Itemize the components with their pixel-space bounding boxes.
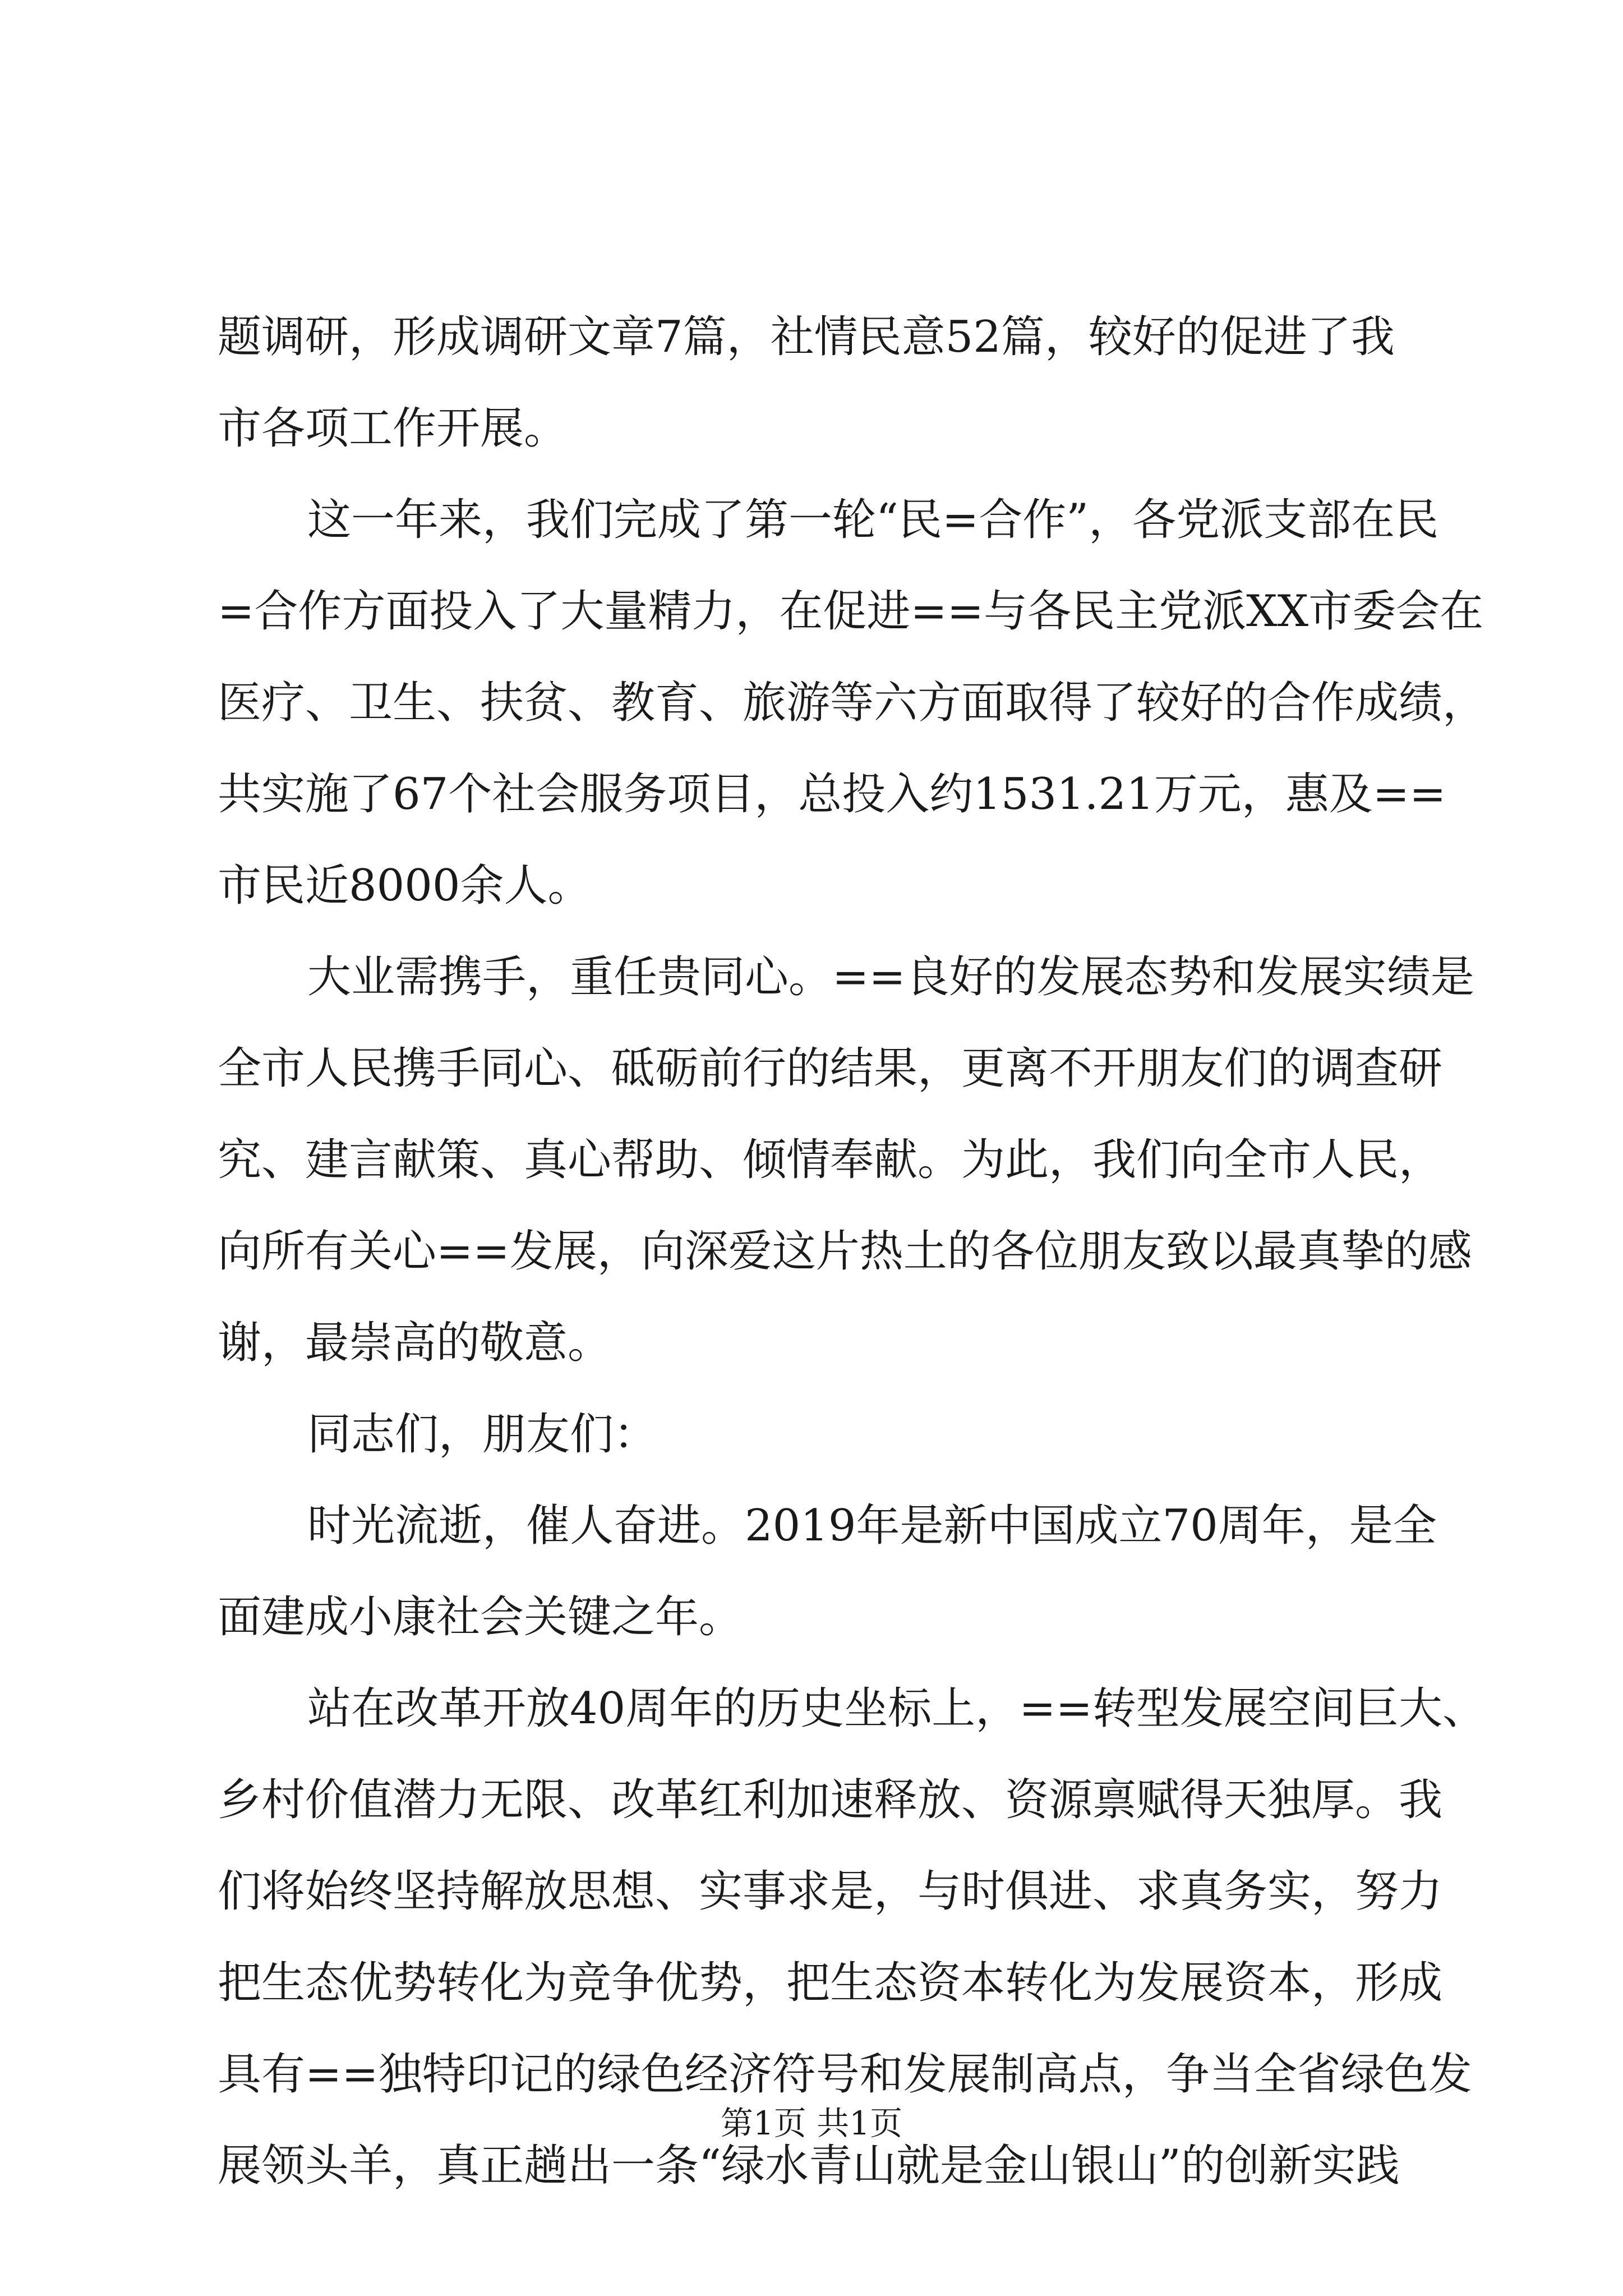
paragraph-first-line: 大业需携手，重任贵同心。==良好的发展态势和发展实绩是 <box>307 952 1474 1002</box>
text-line: 展领头羊，真正趟出一条“绿水青山就是金山银山”的创新实践 <box>218 2141 1400 2191</box>
text-line: 们将始终坚持解放思想、实事求是，与时俱进、求真务实，努力 <box>218 1866 1443 1917</box>
text-line: 面建成小康社会关键之年。 <box>218 1592 743 1642</box>
text-line: 具有==独特印记的绿色经济符号和发展制高点，争当全省绿色发 <box>218 2049 1472 2100</box>
paragraph-first-line: 这一年来，我们完成了第一轮“民=合作”，各党派支部在民 <box>307 495 1439 545</box>
paragraph-first-line: 站在改革开放40周年的历史坐标上，==转型发展空间巨大、 <box>307 1683 1486 1734</box>
document-body <box>218 292 1487 2212</box>
text-line: 向所有关心==发展，向深爱这片热土的各位朋友致以最真挚的感 <box>218 1226 1472 1277</box>
salutation: 同志们，朋友们： <box>307 1409 658 1460</box>
text-line: 医疗、卫生、扶贫、教育、旅游等六方面取得了较好的合作成绩， <box>218 678 1487 728</box>
text-line: 乡村价值潜力无限、改革红利加速释放、资源禀赋得天独厚。我 <box>218 1775 1443 1825</box>
text-line: 市各项工作开展。 <box>218 403 568 454</box>
page-number: 第1页 共1页 <box>720 2104 903 2142</box>
page-footer <box>0 2101 1623 2146</box>
text-line: 全市人民携手同心、砥砺前行的结果，更离不开朋友们的调查研 <box>218 1043 1443 1094</box>
text-line: 把生态优势转化为竞争优势，把生态资本转化为发展资本，形成 <box>218 1958 1443 2008</box>
paragraph-first-line: 时光流逝，催人奋进。2019年是新中国成立70周年，是全 <box>307 1501 1437 1551</box>
text-line: 谢，最崇高的敬意。 <box>218 1318 612 1368</box>
text-line: 题调研，形成调研文章7篇，社情民意52篇，较好的促进了我 <box>218 312 1395 362</box>
text-line: 究、建言献策、真心帮助、倾情奉献。为此，我们向全市人民， <box>218 1135 1443 1185</box>
text-line: 市民近8000余人。 <box>218 861 592 911</box>
text-line: =合作方面投入了大量精力，在促进==与各民主党派XX市委会在 <box>218 586 1484 637</box>
text-line: 共实施了67个社会服务项目，总投入约1531.21万元，惠及== <box>218 769 1446 820</box>
